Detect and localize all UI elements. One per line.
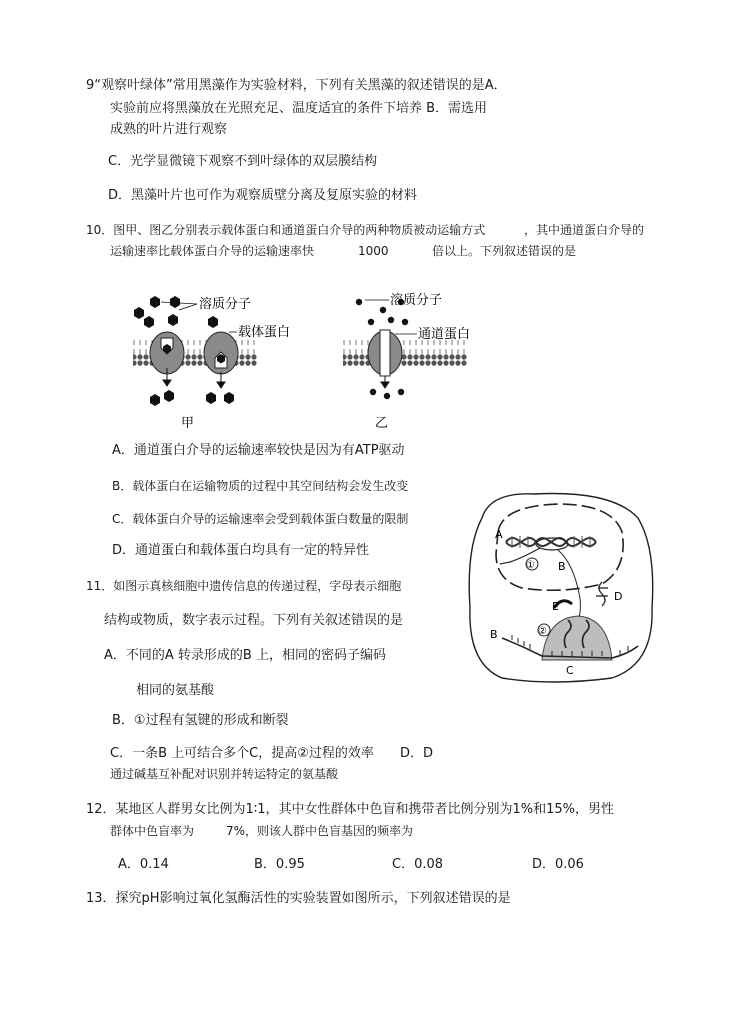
label-E: E <box>552 600 559 613</box>
label-B-cytoplasm: B <box>490 628 498 641</box>
transport-arrow-right <box>381 376 389 388</box>
q10-transport-figure <box>125 282 485 432</box>
q10-stem-line2a: 运输速率比载体蛋白介导的运输速率快 <box>110 244 315 258</box>
label-C: C <box>566 664 574 677</box>
carrier-protein-2 <box>204 332 238 374</box>
q9-option-c: C．光学显微镜下观察不到叶绿体的双层膜结构 <box>108 154 378 169</box>
q10-option-d: D．通道蛋白和载体蛋白均具有一定的特异性 <box>112 543 370 558</box>
q12-option-a: A．0.14 <box>118 857 169 872</box>
q11-option-c: C．一条B 上可结合多个C，提高②过程的效率 <box>110 746 374 761</box>
label-A: A <box>495 528 503 541</box>
q11-cell-figure <box>462 488 658 688</box>
membrane-right <box>343 340 467 366</box>
label-process-one: ① <box>526 560 535 571</box>
q12-option-c: C．0.08 <box>392 857 444 872</box>
label-solute-left: 溶质分子 <box>199 297 252 312</box>
q11-stem-line1: 11．如图示真核细胞中遗传信息的传递过程，字母表示细胞 <box>86 579 402 593</box>
label-D: D <box>614 590 623 603</box>
q9-option-b-text: 成熟的叶片进行观察 <box>110 122 228 137</box>
q11-stem-line2: 结构或物质，数字表示过程。下列有关叙述错误的是 <box>104 613 404 628</box>
label-solute-right: 溶质分子 <box>390 293 443 308</box>
q11-option-d-letter: D．D <box>400 746 434 761</box>
label-jia: 甲 <box>181 416 195 431</box>
solute-molecules-left-bottom <box>150 390 234 406</box>
carrier-protein-1 <box>150 332 184 374</box>
q13-stem: 13．探究pH影响过氧化氢酶活性的实验装置如图所示，下列叙述错误的是 <box>86 891 511 906</box>
q11-option-a-line1: A．不同的A 转录形成的B 上，相同的密码子编码 <box>104 648 386 663</box>
q10-option-c: C．载体蛋白介导的运输速率会受到载体蛋白数量的限制 <box>112 512 409 526</box>
q12-option-d: D．0.06 <box>532 857 584 872</box>
q10-option-b: B．载体蛋白在运输物质的过程中其空间结构会发生改变 <box>112 479 409 493</box>
solute-pointer-line <box>179 304 197 310</box>
q12-stem-line2b: 7%，则该人群中色盲基因的频率为 <box>226 824 414 838</box>
q11-option-d-text: 通过碱基互补配对识别并转运特定的氨基酸 <box>110 767 339 781</box>
q9-option-d: D．黑藻叶片也可作为观察质壁分离及复原实验的材料 <box>108 188 418 203</box>
q11-option-a-line2: 相同的氨基酸 <box>136 683 215 698</box>
q12-option-b: B．0.95 <box>254 857 305 872</box>
q10-option-a: A．通道蛋白介导的运输速率较快是因为有ATP驱动 <box>112 443 405 458</box>
q12-stem-line1: 12．某地区人群男女比例为1∶1，其中女性群体中色盲和携带者比例分别为1%和15%，男性 <box>86 802 614 817</box>
solute-molecules-right-bottom <box>370 389 404 399</box>
label-carrier: 载体蛋白 <box>238 325 291 340</box>
q12-stem-line2a: 群体中色盲率为 <box>110 824 195 838</box>
label-B-nucleus: B <box>558 560 566 573</box>
q10-stem-1000: 1000 <box>358 244 389 258</box>
channel-protein <box>368 330 402 376</box>
q11-option-b: B．①过程有氢键的形成和断裂 <box>112 713 289 728</box>
label-process-two: ② <box>538 626 547 637</box>
q10-stem-line1: 10．图甲、图乙分别表示载体蛋白和通道蛋白介导的两种物质被动运输方式 <box>86 223 486 237</box>
q10-stem-line1b: ，其中通道蛋白介导的 <box>524 223 645 237</box>
q9-option-a-text: 实验前应将黑藻放在光照充足、温度适宜的条件下培养 B．需选用 <box>110 101 488 116</box>
label-yi: 乙 <box>375 416 389 431</box>
q10-stem-line2c: 倍以上。下列叙述错误的是 <box>432 244 577 258</box>
q9-stem: 9“观察叶绿体”常用黑藻作为实验材料，下列有关黑藻的叙述错误的是A． <box>86 78 507 93</box>
label-channel: 通道蛋白 <box>418 327 471 342</box>
